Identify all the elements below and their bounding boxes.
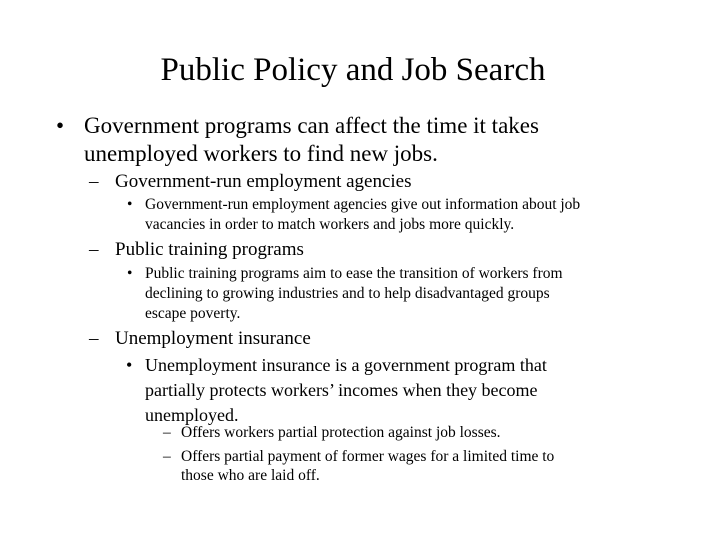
- bullet-main-line: unemployed workers to find new jobs.: [84, 141, 438, 166]
- detail-line: vacancies in order to match workers and jobs more quickly.: [145, 216, 515, 233]
- sub-item-label: Public training programs: [115, 239, 304, 260]
- point-line: those who are laid off.: [181, 467, 320, 484]
- detail-training-programs: [127, 264, 563, 324]
- detail-line: Unemployment insurance is a government program that: [145, 355, 547, 375]
- detail-line: partially protects workers’ incomes when they become: [145, 380, 538, 400]
- point-partial-payment: [163, 446, 555, 487]
- bullet-marker: •: [56, 113, 65, 138]
- detail-unemployment-insurance: [126, 353, 547, 428]
- detail-line: Public training programs aim to ease the transition of workers from: [145, 265, 563, 282]
- detail-line: escape poverty.: [145, 305, 241, 322]
- sub-item-employment-agencies: [89, 170, 412, 193]
- bullet-marker: •: [126, 355, 133, 375]
- detail-employment-agencies: [127, 195, 581, 235]
- bullet-marker: •: [127, 265, 133, 282]
- point-job-losses: [163, 422, 501, 444]
- bullet-marker: •: [127, 196, 133, 213]
- sub-item-unemployment-insurance: [89, 327, 311, 350]
- dash-marker: –: [163, 448, 171, 465]
- slide-title: Public Policy and Job Search: [160, 52, 546, 88]
- dash-marker: –: [89, 328, 99, 349]
- sub-item-training-programs: [89, 238, 304, 261]
- detail-line: Government-run employment agencies give out information about job: [145, 196, 581, 213]
- bullet-main-line: Government programs can affect the time it takes: [84, 113, 539, 138]
- bullet-main: [56, 112, 539, 168]
- point-line: Offers partial payment of former wages for a limited time to: [181, 448, 555, 465]
- detail-line: declining to growing industries and to help disadvantaged groups: [145, 285, 550, 302]
- sub-item-label: Unemployment insurance: [115, 328, 311, 349]
- detail-line: unemployed.: [145, 405, 239, 425]
- dash-marker: –: [89, 171, 99, 192]
- dash-marker: –: [89, 239, 99, 260]
- sub-item-label: Government-run employment agencies: [115, 171, 412, 192]
- point-line: Offers workers partial protection against job losses.: [181, 424, 501, 441]
- dash-marker: –: [163, 424, 171, 441]
